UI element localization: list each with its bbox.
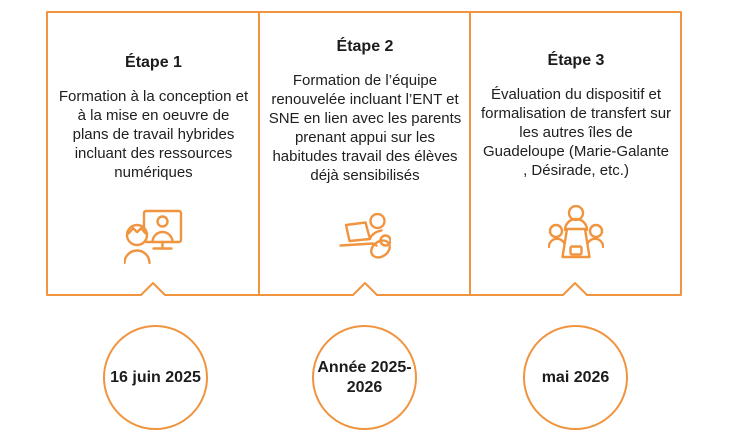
milestone-2-date: Année 2025-2026 [317, 358, 412, 396]
step-3-panel [471, 12, 681, 295]
video-call-training-icon [124, 207, 184, 265]
milestone-2-circle [312, 325, 417, 430]
step-2-title: Étape 2 [336, 38, 394, 55]
step-1-title: Étape 1 [125, 54, 182, 71]
step-1-description: Formation à la conception et à la mise en oeuvre de plans de travail hybrides incluant des ressources numériques [58, 88, 249, 181]
step-3-description: Évaluation du dispositif et formalisation de transfert sur les autres îles de Guadeloupe (Marie-Galante , Désirade, etc.) [480, 86, 672, 179]
step-2-description: Formation de l’équipe renouvelée incluant l’ENT et SNE en lien avec les parents prenant appui sur les habitudes travail des élèves déjà sensibilisés [268, 72, 462, 184]
parent-laptop-child-icon [339, 213, 391, 259]
milestone-1-circle [103, 325, 208, 430]
milestone-1-date: 16 juin 2025 [110, 368, 201, 386]
milestone-3-circle [523, 325, 628, 430]
step-1-panel [48, 12, 259, 295]
step-2-panel [260, 12, 470, 295]
step-3-title: Étape 3 [547, 52, 605, 69]
milestone-3-date: mai 2026 [541, 368, 610, 386]
team-meeting-icon [548, 205, 604, 261]
